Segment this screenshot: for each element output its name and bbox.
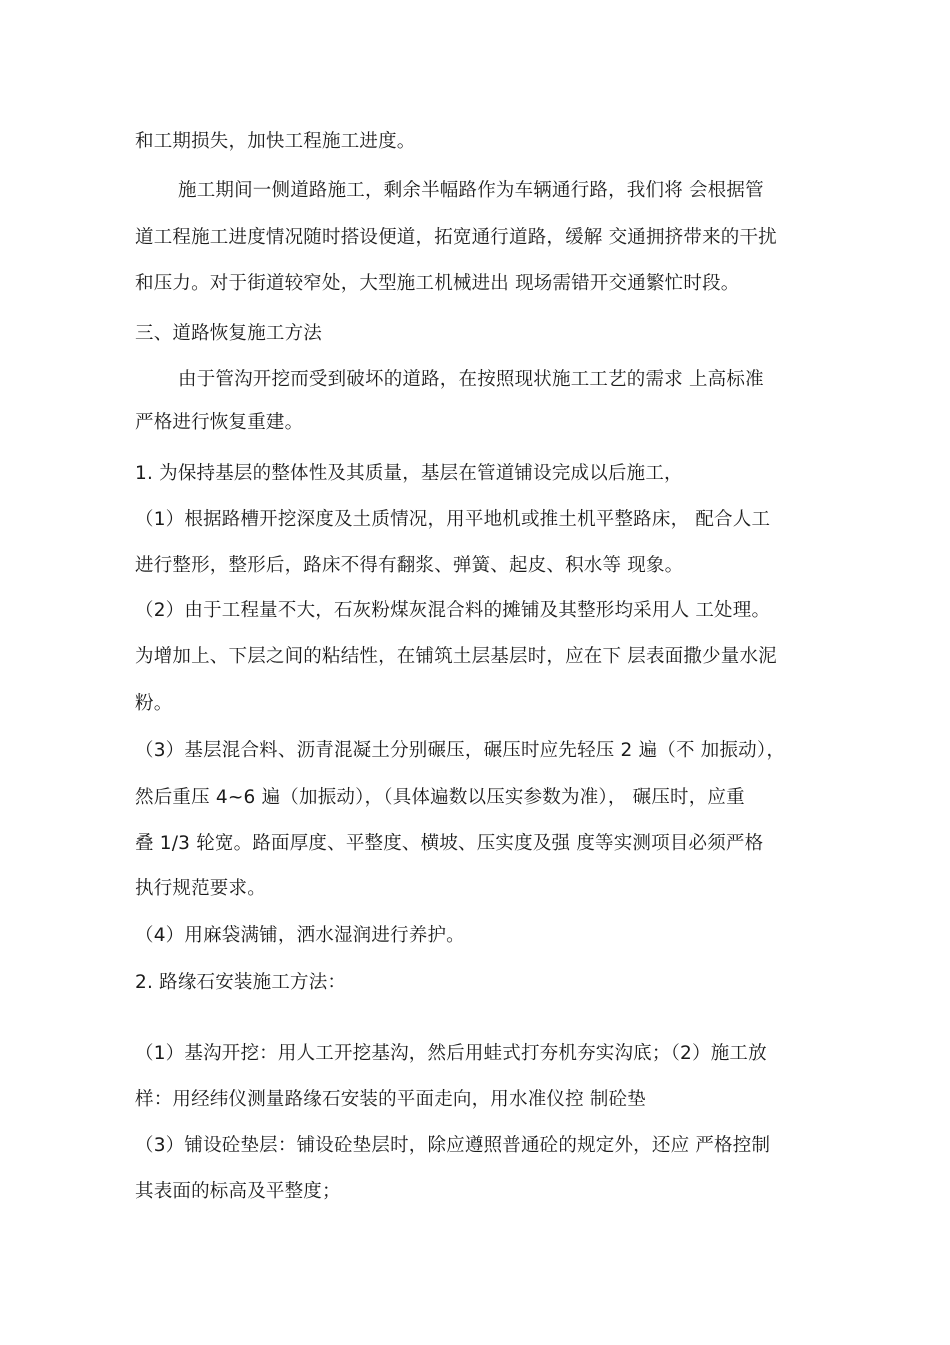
sub-item: （4）用麻袋满铺，洒水湿润进行养护。 [135,925,465,946]
text-line: 和压力。对于街道较窄处，大型施工机械进出 现场需错开交通繁忙时段。 [135,273,740,294]
text-line: 叠 1/3 轮宽。路面厚度、平整度、横坡、压实度及强 度等实测项目必须严格 [135,833,764,854]
sub-item: （3）基层混合料、沥青混凝土分别碾压，碾压时应先轻压 2 遍（不 加振动）， [135,740,786,761]
text-line: 进行整形，整形后，路床不得有翻浆、弹簧、起皮、积水等 现象。 [135,555,684,576]
paragraph-first-line: 由于管沟开挖而受到破坏的道路，在按照现状施工工艺的需求 上高标准 [178,369,764,390]
text-line: 道工程施工进度情况随时搭设便道，拓宽通行道路，缓解 交通拥挤带来的干扰 [135,227,777,248]
section-heading: 三、道路恢复施工方法 [135,323,323,344]
text-line: 粉。 [135,693,173,714]
numbered-item: 2. 路缘石安装施工方法： [135,972,347,993]
sub-item: （1）基沟开挖：用人工开挖基沟，然后用蛙式打夯机夯实沟底；（2）施工放 [135,1043,767,1064]
text-line: 其表面的标高及平整度； [135,1181,341,1202]
text-line: 为增加上、下层之间的粘结性，在铺筑土层基层时，应在下 层表面撒少量水泥 [135,646,777,667]
paragraph-first-line: 施工期间一侧道路施工，剩余半幅路作为车辆通行路，我们将 会根据管 [178,180,764,201]
sub-item: （1）根据路槽开挖深度及土质情况，用平地机或推土机平整路床， 配合人工 [135,509,771,530]
text-line: 执行规范要求。 [135,878,266,899]
text-line: 和工期损失，加快工程施工进度。 [135,131,416,152]
sub-item: （3）铺设砼垫层：铺设砼垫层时，除应遵照普通砼的规定外，还应 严格控制 [135,1135,771,1156]
numbered-item: 1. 为保持基层的整体性及其质量，基层在管道铺设完成以后施工， [135,463,683,484]
sub-item: （2）由于工程量不大，石灰粉煤灰混合料的摊铺及其整形均采用人 工处理。 [135,600,771,621]
text-line: 然后重压 4~6 遍（加振动），（具体遍数以压实参数为准）， 碾压时，应重 [135,787,745,808]
text-line: 严格进行恢复重建。 [135,412,304,433]
text-line: 样：用经纬仪测量路缘石安装的平面走向，用水准仪控 制砼垫 [135,1089,646,1110]
